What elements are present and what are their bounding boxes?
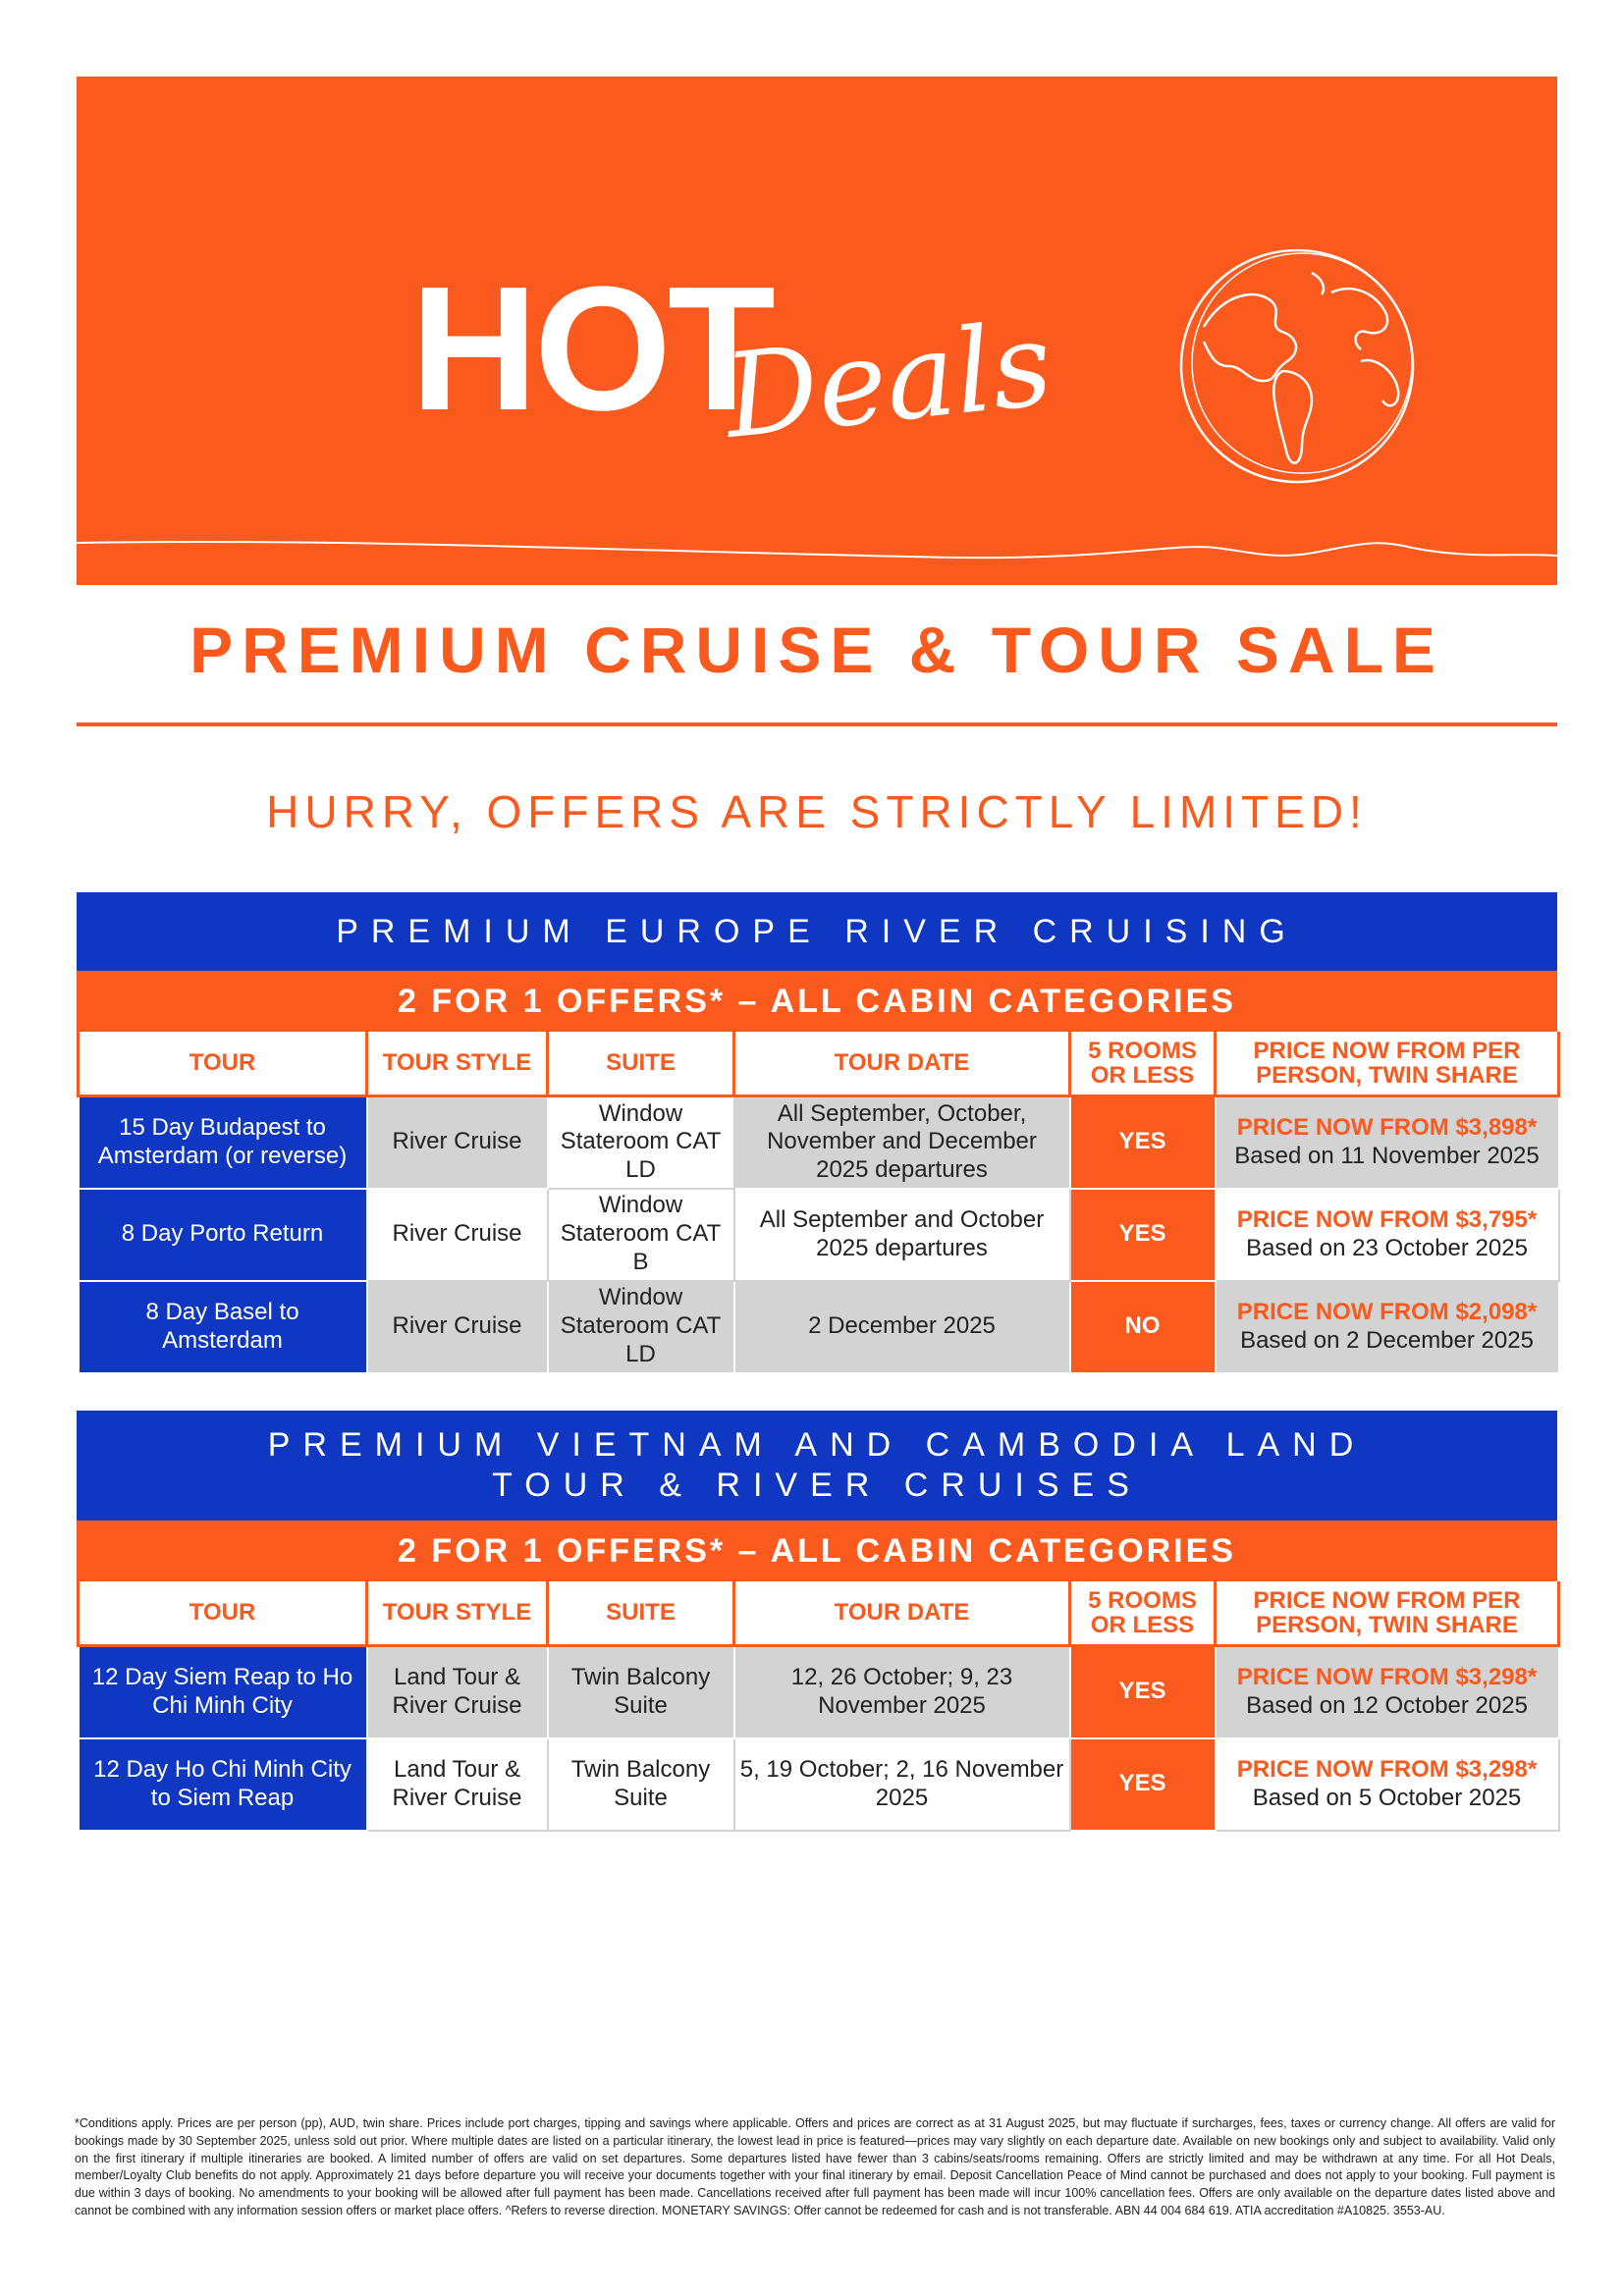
tour-name: 15 Day Budapest to Amsterdam (or reverse) — [79, 1096, 367, 1189]
title-divider — [77, 722, 1557, 726]
table-row — [79, 1096, 1559, 1189]
price-based-on: Based on 23 October 2025 — [1246, 1234, 1528, 1261]
section-vietnam-cambodia — [77, 1411, 1557, 1832]
page-title: PREMIUM CRUISE & TOUR SALE — [189, 614, 1444, 686]
rooms-flag: YES — [1070, 1096, 1216, 1189]
rooms-flag: YES — [1070, 1189, 1216, 1281]
deals-script: Deals — [718, 294, 1058, 465]
rooms-flag: YES — [1070, 1738, 1216, 1831]
tour-style: River Cruise — [367, 1189, 548, 1281]
offer-bar: 2 FOR 1 OFFERS* – ALL CABIN CATEGORIES — [77, 1521, 1557, 1581]
price-now-from: PRICE NOW FROM $3,795* — [1236, 1205, 1538, 1233]
deals-table — [77, 1581, 1560, 1832]
page-subtitle: HURRY, OFFERS ARE STRICTLY LIMITED! — [266, 786, 1368, 837]
price-based-on: Based on 5 October 2025 — [1252, 1784, 1522, 1811]
table-header-row — [79, 1032, 1559, 1096]
col-tour-style: TOUR STYLE — [367, 1032, 548, 1096]
tour-name: 8 Day Basel to Amsterdam — [79, 1281, 367, 1373]
tour-name: 12 Day Siem Reap to Ho Chi Minh City — [79, 1646, 367, 1738]
price-cell — [1216, 1096, 1559, 1189]
price-now-from: PRICE NOW FROM $2,098* — [1236, 1298, 1538, 1325]
section-heading: PREMIUM VIETNAM AND CAMBODIA LAND TOUR & RIVER CRUISES — [77, 1411, 1557, 1521]
deals-table — [77, 1032, 1560, 1374]
suite: Window Stateroom CAT LD — [548, 1096, 734, 1189]
terms-and-conditions: *Conditions apply. Prices are per person (pp), AUD, twin share. Prices include port charges, tipping and savings where applicable. Offers and prices are correct as at 31 August 2025, but may fluctuate if surcharges, fees, taxes or currency change. All offers are valid for bookings made by 30 September 2025, unless sold out prior. Where multiple dates are listed on a particular itinerary, the lowest lead in price is featured—prices may vary slightly on each departure date. Available on new bookings only and subject to availability. Valid only on the first itinerary if multiple itineraries are booked. A limited number of offers are valid on set departures. Some departures listed have fewer than 3 cabins/seats/rooms remaining. Offers are strictly limited and may be withdrawn at any time. For all Hot Deals, member/Loyalty Club benefits do not apply. Approximately 21 days before departure you will receive your documents together with your final itinerary by email. Deposit Cancellation Peace of Mind cannot be purchased and does not apply to your booking. Full payment is due within 3 days of booking. No amendments to your booking will be allowed after full payment has been made. Cancellations received after full payment has been made will incur 100% cancellation fees. Offers are only available on the departure dates listed above and cannot be combined with any information session offers or market place offers. ^Refers to reverse direction. MONETARY SAVINGS: Offer cannot be redeemed for cash and is not transferable. ABN 44 004 684 619. ATIA accreditation #A10825. 3553-AU. — [75, 2116, 1555, 2217]
col-suite: SUITE — [548, 1581, 734, 1646]
suite: Twin Balcony Suite — [548, 1646, 734, 1738]
col-rooms: 5 ROOMS OR LESS — [1070, 1581, 1216, 1646]
tour-date: 5, 19 October; 2, 16 November 2025 — [734, 1738, 1070, 1831]
col-suite: SUITE — [548, 1032, 734, 1096]
table-row — [79, 1281, 1559, 1373]
table-row — [79, 1738, 1559, 1831]
hero-banner — [77, 77, 1557, 585]
tour-style: Land Tour & River Cruise — [367, 1738, 548, 1831]
tour-style: River Cruise — [367, 1281, 548, 1373]
table-row — [79, 1189, 1559, 1281]
rooms-flag: YES — [1070, 1646, 1216, 1738]
price-now-from: PRICE NOW FROM $3,298* — [1236, 1663, 1538, 1690]
col-price: PRICE NOW FROM PER PERSON, TWIN SHARE — [1216, 1581, 1559, 1646]
col-price: PRICE NOW FROM PER PERSON, TWIN SHARE — [1216, 1032, 1559, 1096]
suite: Twin Balcony Suite — [548, 1738, 734, 1831]
col-tour-style: TOUR STYLE — [367, 1581, 548, 1646]
suite: Window Stateroom CAT LD — [548, 1281, 734, 1373]
col-tour-date: TOUR DATE — [734, 1581, 1070, 1646]
price-based-on: Based on 12 October 2025 — [1246, 1691, 1528, 1719]
tour-date: 2 December 2025 — [734, 1281, 1070, 1373]
tour-date: 12, 26 October; 9, 23 November 2025 — [734, 1646, 1070, 1738]
price-cell — [1216, 1281, 1559, 1373]
tour-style: River Cruise — [367, 1096, 548, 1189]
price-based-on: Based on 2 December 2025 — [1240, 1326, 1534, 1354]
col-rooms: 5 ROOMS OR LESS — [1070, 1032, 1216, 1096]
col-tour: TOUR — [79, 1032, 367, 1096]
col-tour: TOUR — [79, 1581, 367, 1646]
tour-style: Land Tour & River Cruise — [367, 1646, 548, 1738]
col-tour-date: TOUR DATE — [734, 1032, 1070, 1096]
price-cell — [1216, 1646, 1559, 1738]
offer-bar: 2 FOR 1 OFFERS* – ALL CABIN CATEGORIES — [77, 971, 1557, 1032]
table-row — [79, 1646, 1559, 1738]
hot-heading: HOT — [410, 250, 772, 448]
price-now-from: PRICE NOW FROM $3,298* — [1236, 1755, 1538, 1783]
tour-date: All September and October 2025 departures — [734, 1189, 1070, 1281]
price-now-from: PRICE NOW FROM $3,898* — [1236, 1113, 1538, 1141]
tour-name: 8 Day Porto Return — [79, 1189, 367, 1281]
section-heading: PREMIUM EUROPE RIVER CRUISING — [77, 892, 1557, 971]
swoosh-line — [77, 499, 1557, 577]
tour-name: 12 Day Ho Chi Minh City to Siem Reap — [79, 1738, 367, 1831]
rooms-flag: NO — [1070, 1281, 1216, 1373]
section-europe — [77, 892, 1557, 1374]
price-based-on: Based on 11 November 2025 — [1234, 1142, 1540, 1169]
table-header-row — [79, 1581, 1559, 1646]
price-cell — [1216, 1189, 1559, 1281]
suite: Window Stateroom CAT B — [548, 1189, 734, 1281]
globe-icon — [1164, 234, 1430, 499]
tour-date: All September, October, November and December 2025 departures — [734, 1096, 1070, 1189]
price-cell — [1216, 1738, 1559, 1831]
